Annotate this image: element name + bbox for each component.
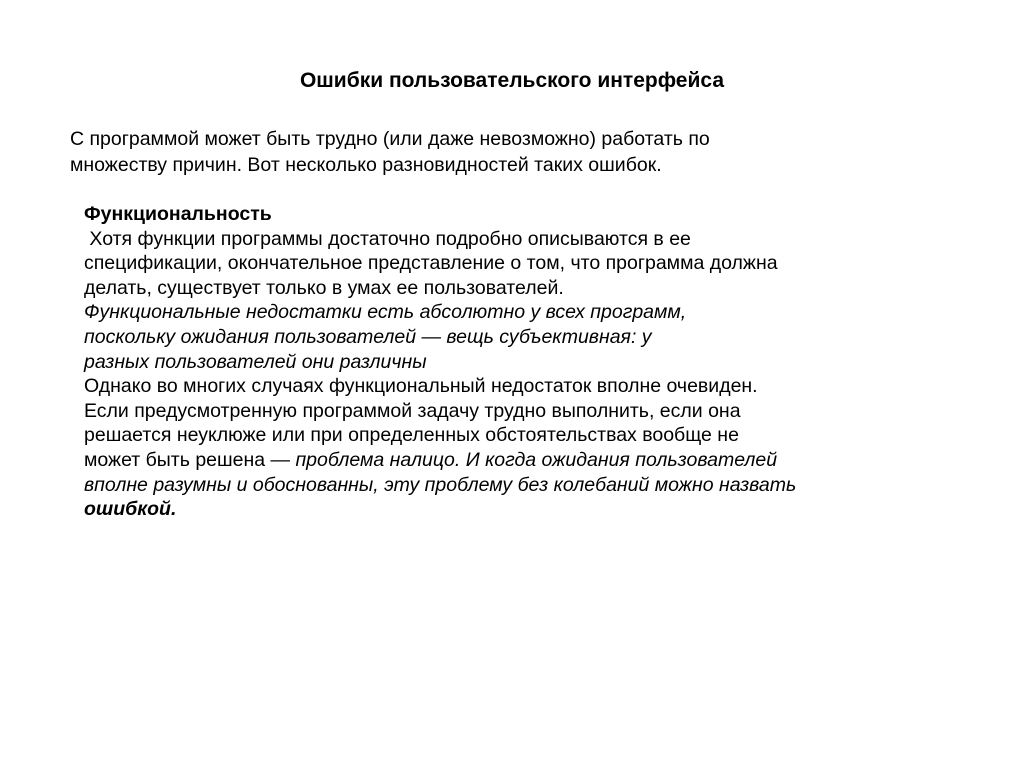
intro-line: множеству причин. Вот несколько разновидностей таких ошибок. <box>70 154 662 176</box>
functionality-section <box>84 202 984 522</box>
body-text-italic: проблема налицо. И когда ожидания пользователей <box>295 448 778 471</box>
body-line: спецификации, окончательное представление о том, что программа должна <box>84 252 778 275</box>
body-line: Хотя функции программы достаточно подробно описываются в ее <box>84 227 691 250</box>
intro-line: С программой может быть трудно (или даже невозможно) работать по <box>70 128 710 150</box>
italic-note-line: разных пользователей они различны <box>84 350 427 373</box>
italic-note-line: Функциональные недостатки есть абсолютно у всех программ, <box>84 301 687 324</box>
body-line: Однако во многих случаях функциональный недостаток вполне очевиден. <box>84 375 758 398</box>
body-line: Если предусмотренную программой задачу трудно выполнить, если она <box>84 399 741 422</box>
slide-title: Ошибки пользовательского интерфейса <box>299 69 725 92</box>
body-line: решается неуклюже или при определенных обстоятельствах вообще не <box>84 424 739 447</box>
conclusion-word: ошибкой. <box>84 498 177 521</box>
italic-note-line: поскольку ожидания пользователей — вещь субъективная: у <box>84 325 652 348</box>
body-text-plain: может быть решена — <box>84 448 296 471</box>
body-line-mixed <box>84 448 984 473</box>
body-line: делать, существует только в умах ее пользователей. <box>84 276 564 299</box>
section-heading: Функциональность <box>84 203 272 225</box>
italic-note-line: вполне разумны и обоснованны, эту проблему без колебаний можно назвать <box>84 473 797 496</box>
intro-paragraph <box>70 126 970 178</box>
